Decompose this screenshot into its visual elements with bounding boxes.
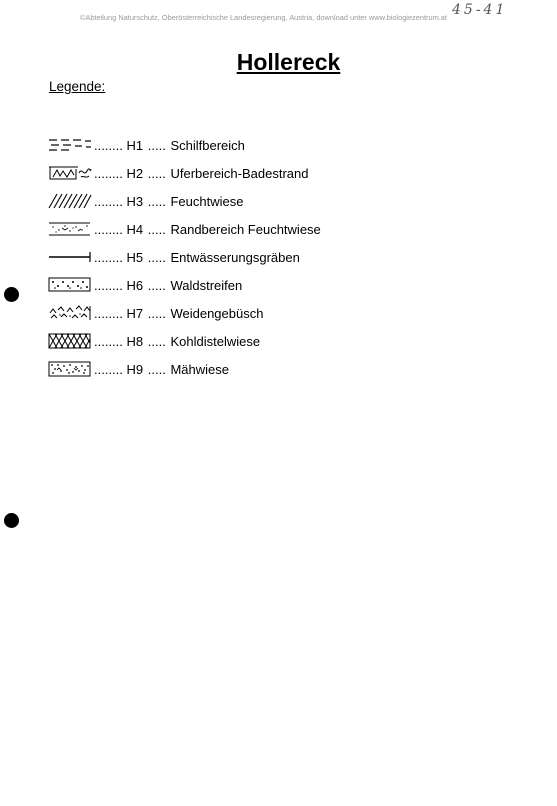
legend-label: Schilfbereich <box>170 137 245 153</box>
legend-item-h8: ........ H8 ..... Kohldistelwiese <box>48 332 260 350</box>
legend-label: Kohldistelwiese <box>170 333 261 349</box>
legend-item-h2: ........ H2 ..... Uferbereich-Badestrand <box>48 164 309 182</box>
legend-item-h9: ........ H9 ..... Mähwiese <box>48 360 229 378</box>
legend-code: H7 <box>126 305 144 321</box>
line-icon <box>48 249 92 265</box>
page-title: Hollereck <box>236 49 341 75</box>
dotted-box-icon <box>48 277 92 293</box>
legend-item-h6: ........ H6 ..... Waldstreifen <box>48 276 242 294</box>
dashes-icon <box>48 137 92 153</box>
legend-item-h4: ........ H4 ..... Randbereich Feuchtwiese <box>48 220 321 238</box>
scribble-icon <box>48 165 92 181</box>
crosshatch-icon <box>48 333 92 349</box>
legend-item-h3: ........ H3 ..... Feuchtwiese <box>48 192 243 210</box>
legend-item-h1: ........ H1 ..... Schilfbereich <box>48 136 245 154</box>
punch-hole <box>4 513 19 528</box>
dense-stipple-icon <box>48 361 92 377</box>
legend-label: Feuchtwiese <box>170 193 244 209</box>
legend-item-h7: ........ H7 ..... Weidengebüsch <box>48 304 263 322</box>
legend-label: Randbereich Feuchtwiese <box>170 221 321 237</box>
diagonal-hatch-icon <box>48 193 92 209</box>
copyright-notice: ©Abteilung Naturschutz, Oberösterreichische Landesregierung, Austria, download unter www.biologiezentrum.at <box>80 13 447 22</box>
legend-item-h5: ........ H5 ..... Entwässerungsgräben <box>48 248 300 266</box>
legend-label: Entwässerungsgräben <box>170 249 300 265</box>
legend-code: H6 <box>126 277 144 293</box>
legend-label: Mähwiese <box>170 361 229 377</box>
legend-code: H4 <box>126 221 144 237</box>
legend-heading: Legende: <box>49 79 106 94</box>
legend-code: H2 <box>126 165 144 181</box>
punch-hole <box>4 287 19 302</box>
handwritten-note: 45-41 <box>452 2 508 18</box>
legend-label: Waldstreifen <box>170 277 243 293</box>
sparse-stipple-icon <box>48 221 92 237</box>
legend-code: H1 <box>126 137 144 153</box>
legend-code: H5 <box>126 249 144 265</box>
legend-code: H9 <box>126 361 144 377</box>
shrub-icon <box>48 305 92 321</box>
legend-code: H3 <box>126 193 144 209</box>
legend-code: H8 <box>126 333 144 349</box>
legend-label: Weidengebüsch <box>170 305 264 321</box>
legend-label: Uferbereich-Badestrand <box>170 165 309 181</box>
